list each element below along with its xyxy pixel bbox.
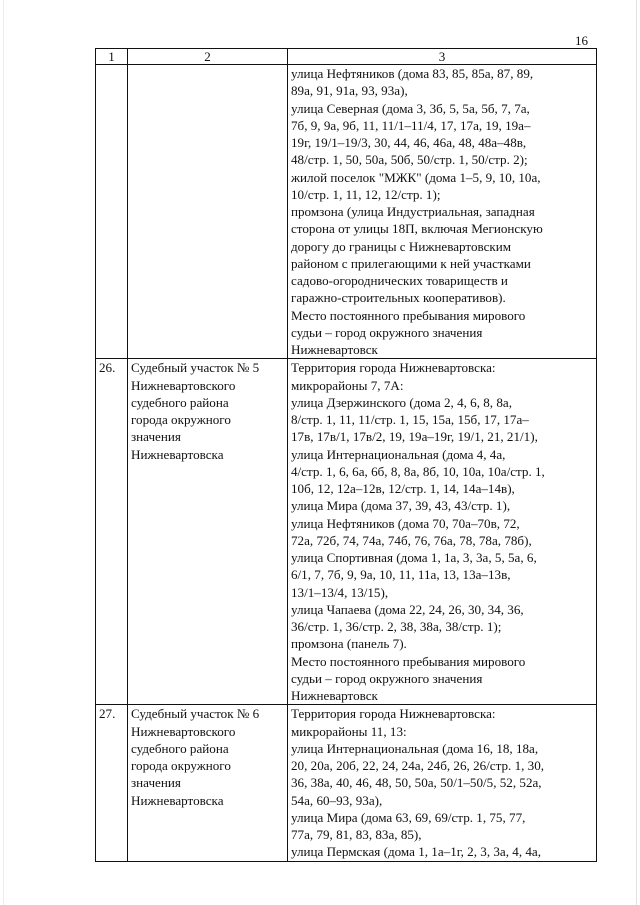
territory-line: улица Мира (дома 37, 39, 43, 43/стр. 1), xyxy=(291,498,511,514)
territory-line: гаражно-строительных кооперативов). xyxy=(291,290,506,306)
table-row-continuation xyxy=(96,65,597,359)
territory-line: промзона (панель 7). xyxy=(291,636,407,652)
territory-line: Место постоянного пребывания мирового xyxy=(291,307,526,323)
territory-line: 36/стр. 1, 36/стр. 2, 38, 38а, 38/стр. 1); xyxy=(291,619,502,634)
court-name-line: судебного района xyxy=(131,394,229,410)
district-table xyxy=(95,48,597,862)
court-cell xyxy=(128,359,288,705)
territory-line: Территория города Нижневартовска: xyxy=(291,706,496,722)
territory-line: 4/стр. 1, 6, 6а, 6б, 8, 8а, 8б, 10, 10а, 10а/стр. 1, xyxy=(291,463,545,479)
territory-line: 17в, 17в/1, 17в/2, 19, 19а–19г, 19/1, 21, 21/1), xyxy=(291,429,538,445)
territory-line: Нижневартовск xyxy=(291,688,378,703)
table-row-26 xyxy=(96,359,597,705)
territory-cell xyxy=(288,359,597,705)
territory-line: промзона (улица Индустриальная, западная xyxy=(291,204,535,219)
scan-edge-right xyxy=(636,0,637,905)
territory-line: 19г, 19/1–19/3, 30, 44, 46, 46а, 48, 48а–48в, xyxy=(291,135,527,150)
row-number-cell: 26. xyxy=(96,359,128,705)
territory-line: 13/1–13/4, 13/15), xyxy=(291,584,389,600)
scan-edge-left xyxy=(3,0,4,905)
row-number-cell xyxy=(96,65,128,359)
territory-line: 54а, 60–93, 93а), xyxy=(291,792,383,808)
court-name-line: Нижневартовского xyxy=(131,723,236,739)
territory-line: улица Спортивная (дома 1, 1а, 3, 3а, 5, 5а, 6, xyxy=(291,550,537,565)
page-number: 16 xyxy=(575,33,588,48)
header-col-2: 2 xyxy=(128,49,288,65)
territory-line: улица Северная (дома 3, 3б, 5, 5а, 5б, 7, 7а, xyxy=(291,100,530,116)
territory-line: Нижневартовск xyxy=(291,342,378,357)
territory-line: улица Дзержинского (дома 2, 4, 6, 8, 8а, xyxy=(291,394,512,410)
territory-line: 77а, 79, 81, 83, 83а, 85), xyxy=(291,827,422,842)
territory-line: жилой поселок "МЖК" (дома 1–5, 9, 10, 10а, xyxy=(291,169,541,185)
court-name-line: Нижневартовска xyxy=(131,792,224,808)
territory-line: улица Пермская (дома 1, 1а–1г, 2, 3, 3а, 4, 4а, xyxy=(291,844,541,860)
territory-line: Территория города Нижневартовска: xyxy=(291,360,496,376)
court-name-line: судебного района xyxy=(131,740,229,756)
territory-line: районом с прилегающими к ней участками xyxy=(291,255,531,271)
territory-line: дорогу до границы с Нижневартовским xyxy=(291,238,512,254)
territory-line: 20, 20а, 20б, 22, 24, 24а, 24б, 26, 26/стр. 1, 30, xyxy=(291,758,545,773)
territory-line: микрорайоны 7, 7А: xyxy=(291,377,404,393)
territory-line: 89а, 91, 91а, 93, 93а), xyxy=(291,83,408,99)
territory-line: 36, 38а, 40, 46, 48, 50, 50а, 50/1–50/5, 52, 52а, xyxy=(291,775,542,791)
territory-line: 48/стр. 1, 50, 50а, 50б, 50/стр. 1, 50/стр. 2); xyxy=(291,152,528,168)
court-name-line: Судебный участок № 5 xyxy=(131,360,260,376)
territory-line: Место постоянного пребывания мирового xyxy=(291,653,526,669)
territory-line: 72а, 72б, 74, 74а, 74б, 76, 76а, 78, 78а, 78б), xyxy=(291,532,532,548)
header-col-1: 1 xyxy=(96,49,128,65)
territory-cell xyxy=(288,65,597,359)
territory-line: садово-огороднических товариществ и xyxy=(291,273,508,288)
court-name-line: города окружного xyxy=(131,412,231,427)
court-name-line: Судебный участок № 6 xyxy=(131,706,260,722)
territory-line: судьи – город окружного значения xyxy=(291,670,483,686)
table-header-row xyxy=(96,49,597,65)
territory-line: улица Интернациональная (дома 4, 4а, xyxy=(291,446,506,462)
territory-line: судьи – город окружного значения xyxy=(291,324,483,340)
territory-line: 6/1, 7, 7б, 9, 9а, 10, 11, 11а, 13, 13а–13в, xyxy=(291,567,511,583)
court-cell xyxy=(128,65,288,359)
territory-line: улица Интернациональная (дома 16, 18, 18а, xyxy=(291,740,539,756)
territory-line: 10б, 12, 12а–12в, 12/стр. 1, 14, 14а–14в), xyxy=(291,481,515,496)
territory-line: 7б, 9, 9а, 9б, 11, 11/1–11/4, 17, 17а, 19, 19а– xyxy=(291,117,531,133)
territory-line: улица Чапаева (дома 22, 24, 26, 30, 34, 36, xyxy=(291,601,524,617)
territory-line: улица Нефтяников (дома 83, 85, 85а, 87, 89, xyxy=(291,66,534,81)
court-name-line: значения xyxy=(131,775,181,791)
court-name-line: значения xyxy=(131,429,181,445)
row-number-cell: 27. xyxy=(96,705,128,861)
territory-line: улица Мира (дома 63, 69, 69/стр. 1, 75, 77, xyxy=(291,809,526,825)
territory-cell xyxy=(288,705,597,861)
territory-line: микрорайоны 11, 13: xyxy=(291,723,407,739)
court-name-line: Нижневартовского xyxy=(131,377,236,393)
table-row-27 xyxy=(96,705,597,861)
territory-line: сторона от улицы 18П, включая Мегионскую xyxy=(291,221,543,237)
court-cell xyxy=(128,705,288,861)
territory-line: улица Нефтяников (дома 70, 70а–70в, 72, xyxy=(291,515,520,531)
court-name-line: Нижневартовска xyxy=(131,446,224,462)
header-col-3: 3 xyxy=(288,49,597,65)
territory-line: 8/стр. 1, 11, 11/стр. 1, 15, 15а, 15б, 17, 17а– xyxy=(291,412,529,427)
court-name-line: города окружного xyxy=(131,758,231,773)
territory-line: 10/стр. 1, 11, 12, 12/стр. 1); xyxy=(291,186,441,202)
